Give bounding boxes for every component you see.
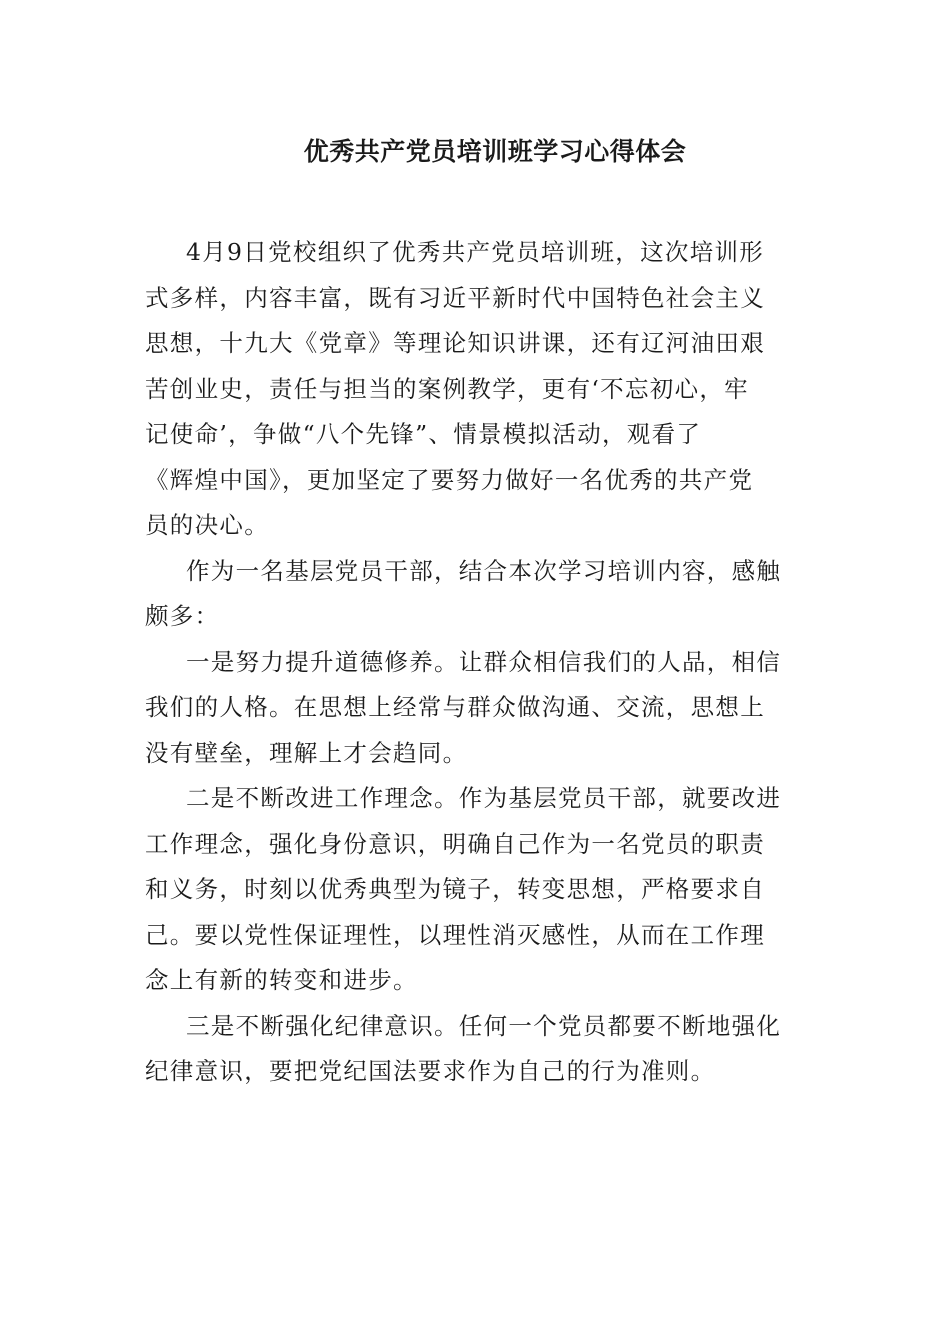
paragraph-feelings: 作为一名基层党员干部，结合本次学习培训内容，感触 颇多：: [145, 556, 782, 630]
paragraph-intro: 4月9日党校组织了优秀共产党员培训班，这次培训形 式多样，内容丰富，既有习近平新时代中国特色社会主义 思想，十九大《党章》等理论知识讲课，还有辽河油田艰 苦创业史，责任与担当的案例教学，更有‘不忘初心，牢 记使命’，争做“八个先锋”、情景模拟活动，观看了 《辉煌中国》，更加坚定了要努力做好一名优秀的共产党 员的决心。: [145, 238, 765, 539]
paragraph-point-one: 一是努力提升道德修养。让群众相信我们的人品，相信 我们的人格。在思想上经常与群众做沟通、交流，思想上 没有壁垒，理解上才会趋同。: [145, 647, 782, 767]
document-body: [145, 230, 805, 1095]
paragraph-point-two: 二是不断改进工作理念。作为基层党员干部，就要改进 工作理念，强化身份意识，明确自己作为一名党员的职责 和义务，时刻以优秀典型为镜子，转变思想，严格要求自 己。要以党性保证理性，以理性消灭感性，从而在工作理 念上有新的转变和进步。: [145, 784, 782, 994]
paragraph-point-three: 三是不断强化纪律意识。任何一个党员都要不断地强化 纪律意识，要把党纪国法要求作为自己的行为准则。: [145, 1011, 782, 1085]
document-title: 优秀共产党员培训班学习心得体会: [303, 137, 687, 166]
